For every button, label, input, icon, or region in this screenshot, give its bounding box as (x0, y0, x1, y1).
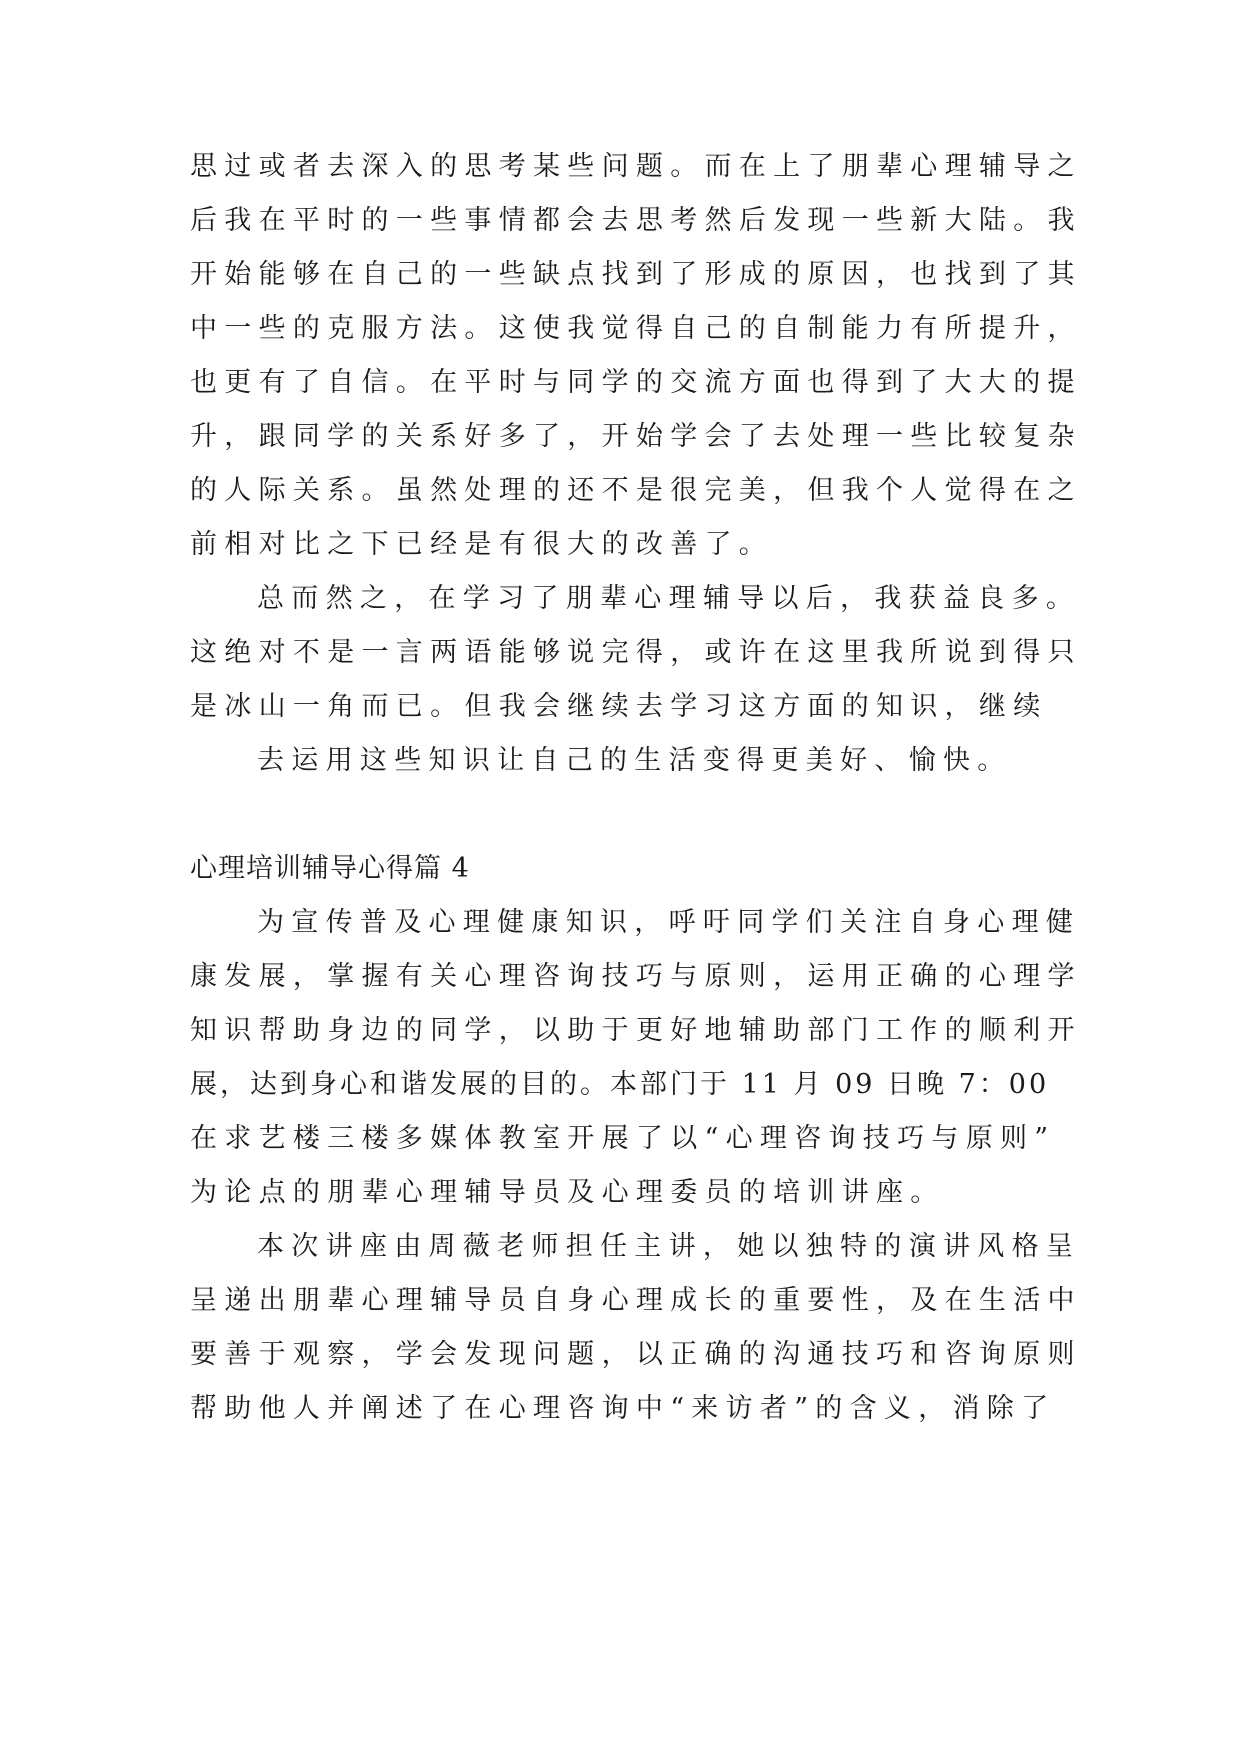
paragraph-line: 去运用这些知识让自己的生活变得更美好、愉快。 (257, 745, 1012, 776)
paragraph-line: 康发展，掌握有关心理咨询技巧与原则，运用正确的心理学 (190, 961, 1082, 992)
paragraph-line: 为宣传普及心理健康知识，呼吁同学们关注自身心理健 (257, 907, 1081, 938)
paragraph-line: 后我在平时的一些事情都会去思考然后发现一些新大陆。我 (190, 205, 1082, 236)
paragraph-line: 开始能够在自己的一些缺点找到了形成的原因，也找到了其 (190, 259, 1082, 290)
paragraph-line: 呈递出朋辈心理辅导员自身心理成长的重要性，及在生活中 (190, 1285, 1082, 1316)
paragraph-line: 前相对比之下已经是有很大的改善了。 (190, 529, 774, 560)
paragraph-line: 的人际关系。虽然处理的还不是很完美，但我个人觉得在之 (190, 475, 1082, 506)
paragraph-line: 升，跟同学的关系好多了，开始学会了去处理一些比较复杂 (190, 421, 1082, 452)
paragraph-line: 展，达到身心和谐发展的目的。本部门于 11 月 09 日晚 7：00 (190, 1069, 1050, 1100)
paragraph-line: 中一些的克服方法。这使我觉得自己的自制能力有所提升， (190, 313, 1082, 344)
paragraph-line: 在求艺楼三楼多媒体教室开展了以“心理咨询技巧与原则” (190, 1123, 1056, 1154)
paragraph-line: 帮助他人并阐述了在心理咨询中“来访者”的含义，消除了 (190, 1393, 1056, 1424)
paragraph-line: 思过或者去深入的思考某些问题。而在上了朋辈心理辅导之 (190, 151, 1082, 182)
paragraph-line: 要善于观察，学会发现问题，以正确的沟通技巧和咨询原则 (190, 1339, 1082, 1370)
paragraph-line: 本次讲座由周薇老师担任主讲，她以独特的演讲风格呈 (257, 1231, 1081, 1262)
paragraph-line: 知识帮助身边的同学，以助于更好地辅助部门工作的顺利开 (190, 1015, 1082, 1046)
paragraph-line: 总而然之，在学习了朋辈心理辅导以后，我获益良多。 (257, 583, 1081, 614)
paragraph-line: 这绝对不是一言两语能够说完得，或许在这里我所说到得只 (190, 637, 1082, 668)
paragraph-line: 是冰山一角而已。但我会继续去学习这方面的知识，继续 (190, 691, 1048, 722)
paragraph-line: 为论点的朋辈心理辅导员及心理委员的培训讲座。 (190, 1177, 945, 1208)
paragraph-line: 也更有了自信。在平时与同学的交流方面也得到了大大的提 (190, 367, 1082, 398)
section-heading: 心理培训辅导心得篇 4 (190, 853, 470, 884)
